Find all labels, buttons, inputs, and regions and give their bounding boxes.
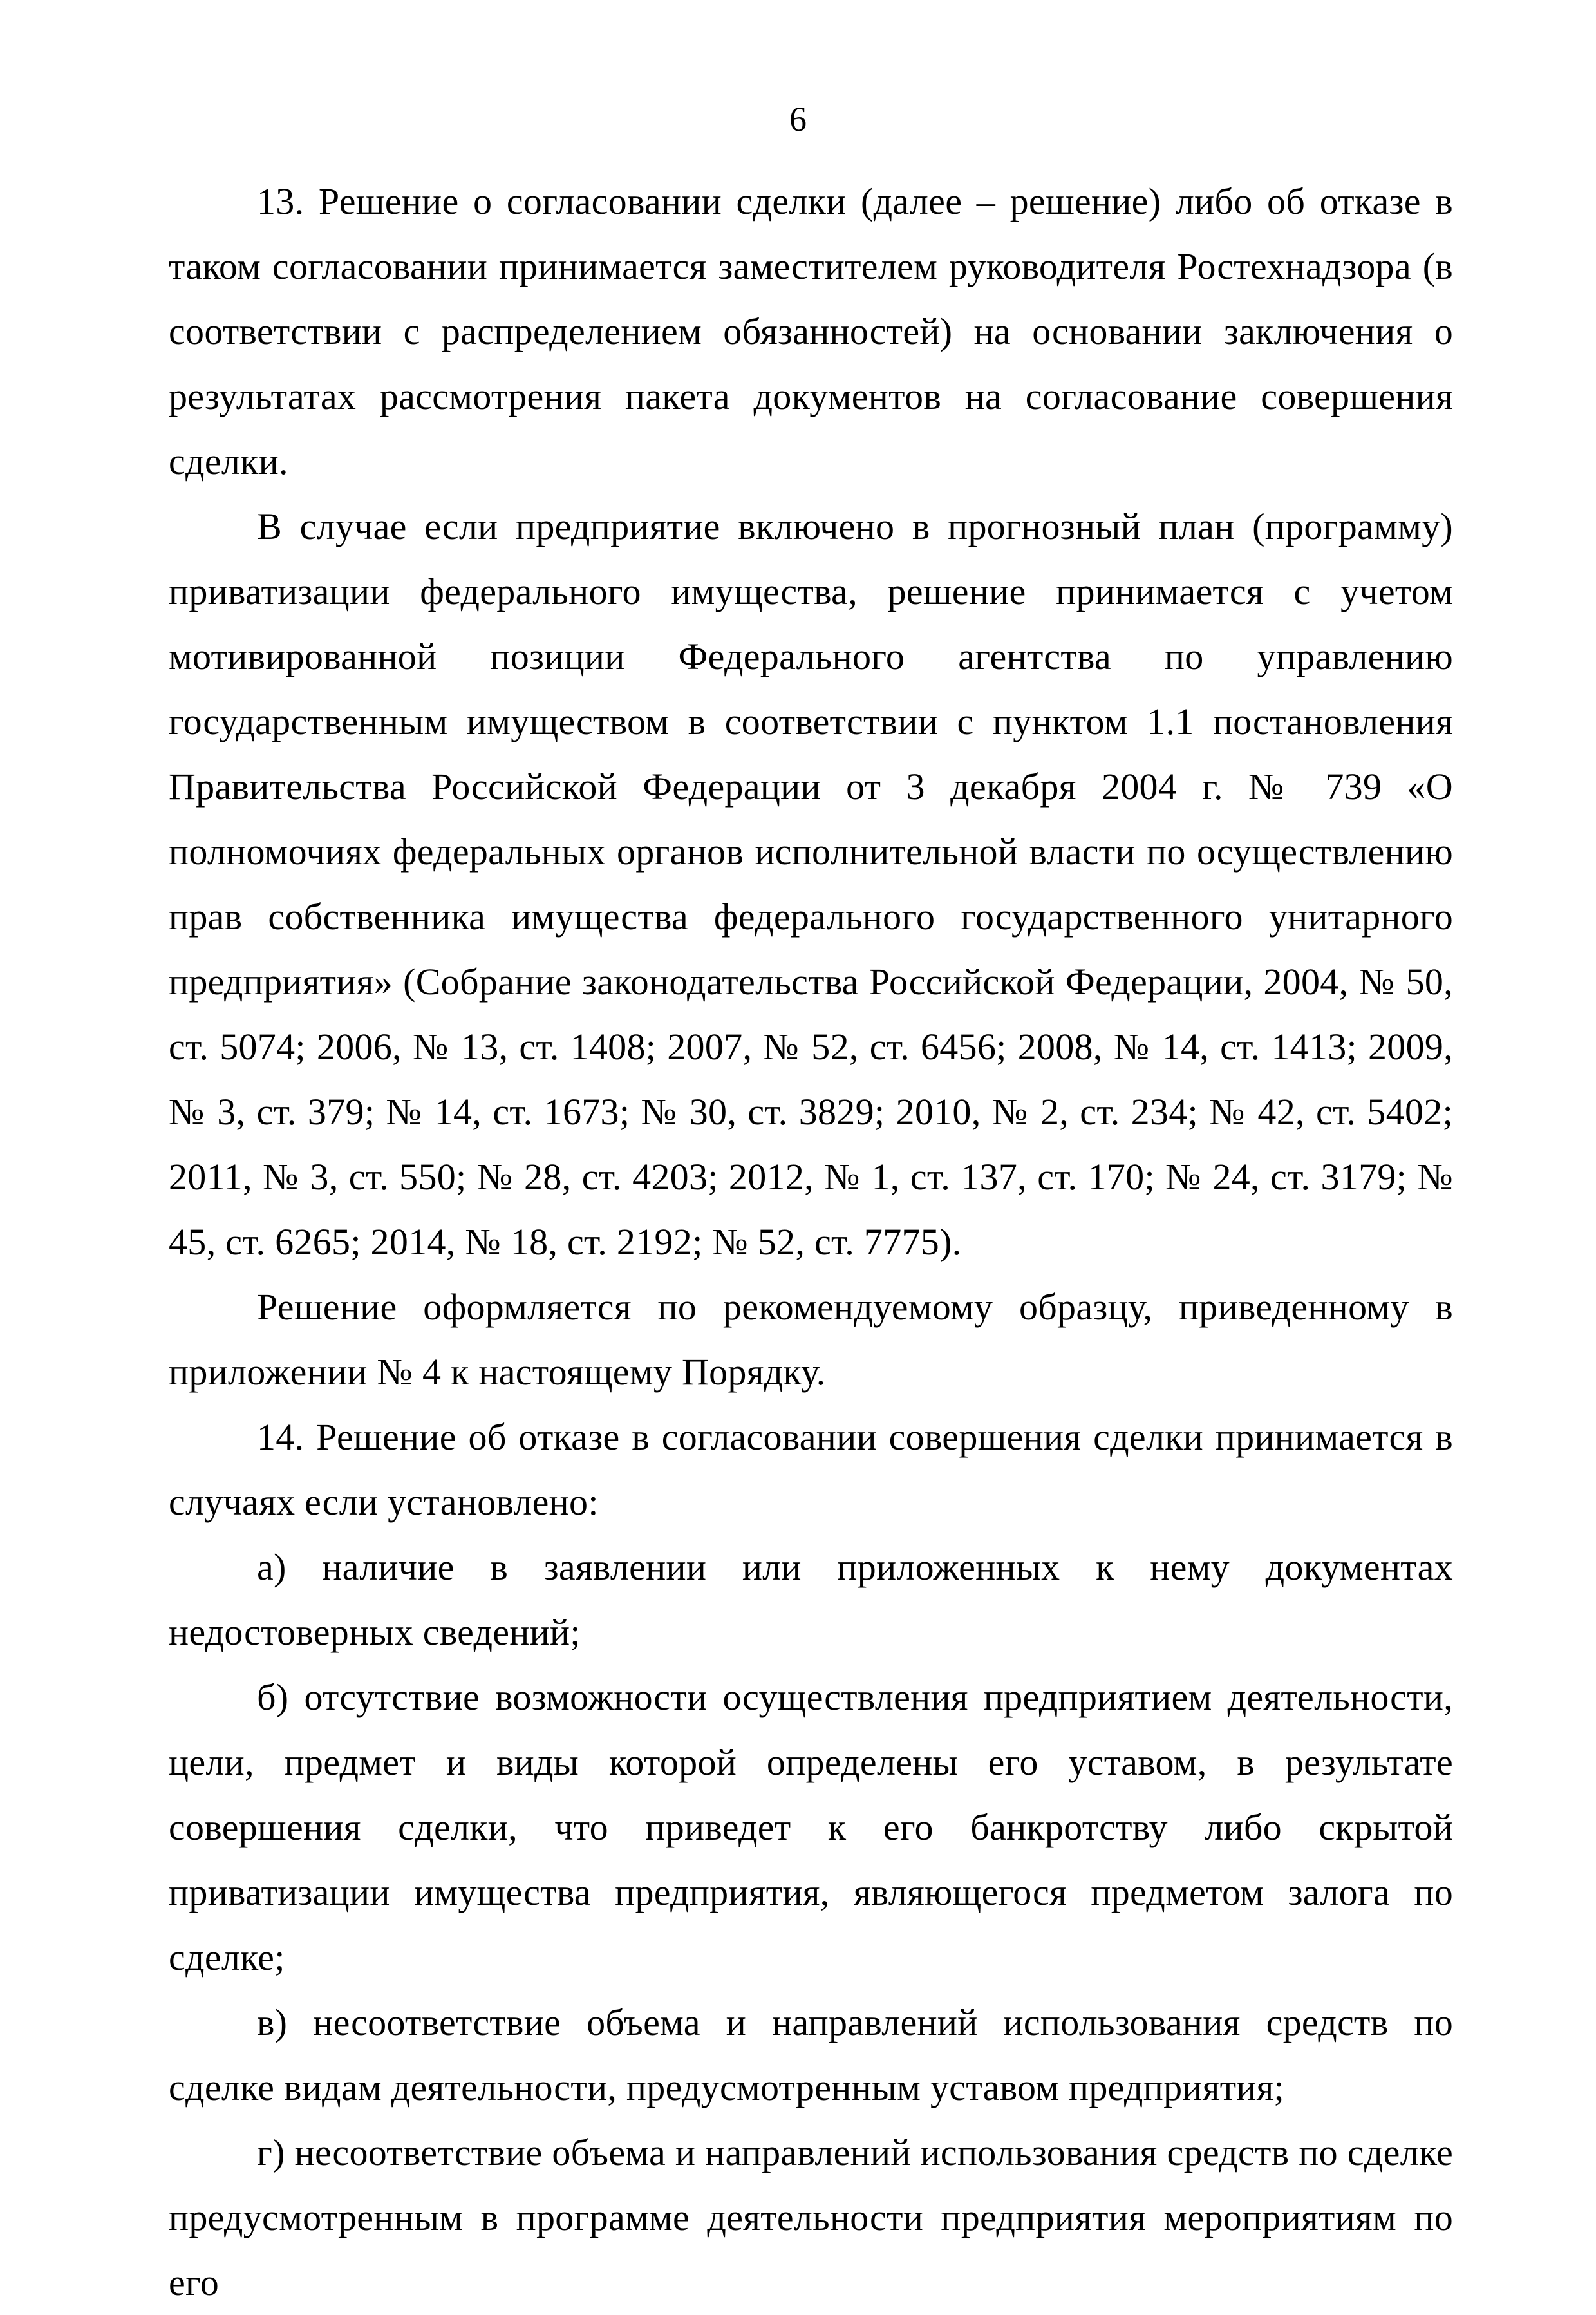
list-item-g: г) несоответствие объема и направлений использования средств по сделке предусмотренным в программе деятельности предприятия мероприятиям по его: [169, 2131, 1453, 2303]
list-item-v: в) несоответствие объема и направлений использования средств по сделке видам деятельности, предусмотренным уставом предприятия;: [169, 2001, 1453, 2108]
paragraph-14-refusal: 14. Решение об отказе в согласовании совершения сделки принимается в случаях если установлено:: [169, 1416, 1453, 1523]
list-item-a: а) наличие в заявлении или приложенных к нему документах недостоверных сведений;: [169, 1546, 1453, 1653]
list-item-b: б) отсутствие возможности осуществления предприятием деятельности, цели, предмет и виды которой определены его уставом, в результате совершения сделки, что приведет к его банкротству либо скрытой приватизации имущества предприятия, являющегося предметом залога по сделке;: [169, 1676, 1453, 1978]
paragraph-13-decision: 13. Решение о согласовании сделки (далее – решение) либо об отказе в таком согласовании принимается заместителем руководителя Ростехнадзора (в соответствии с распределением обязанностей) на основании заключения о результатах рассмотрения пакета документов на согласование совершения сделки.: [169, 180, 1453, 482]
page-number: 6: [789, 100, 807, 138]
document-body: [169, 169, 1453, 2315]
paragraph-decision-form: Решение оформляется по рекомендуемому образцу, приведенному в приложении № 4 к настоящему Порядку.: [169, 1286, 1453, 1393]
paragraph-privatization-plan: В случае если предприятие включено в прогнозный план (программу) приватизации федерального имущества, решение принимается с учетом мотивированной позиции Федерального агентства по управлению государственным имуществом в соответствии с пунктом 1.1 постановления Правительства Российской Федерации от 3 декабря 2004 г. № 739 «О полномочиях федеральных органов исполнительной власти по осуществлению прав собственника имущества федерального государственного унитарного предприятия» (Собрание законодательства Российской Федерации, 2004, № 50, ст. 5074; 2006, № 13, ст. 1408; 2007, № 52, ст. 6456; 2008, № 14, ст. 1413; 2009, № 3, ст. 379; № 14, ст. 1673; № 30, ст. 3829; 2010, № 2, ст. 234; № 42, ст. 5402; 2011, № 3, ст. 550; № 28, ст. 4203; 2012, № 1, ст. 137, ст. 170; № 24, ст. 3179; № 45, ст. 6265; 2014, № 18, ст. 2192; № 52, ст. 7775).: [169, 506, 1453, 1263]
